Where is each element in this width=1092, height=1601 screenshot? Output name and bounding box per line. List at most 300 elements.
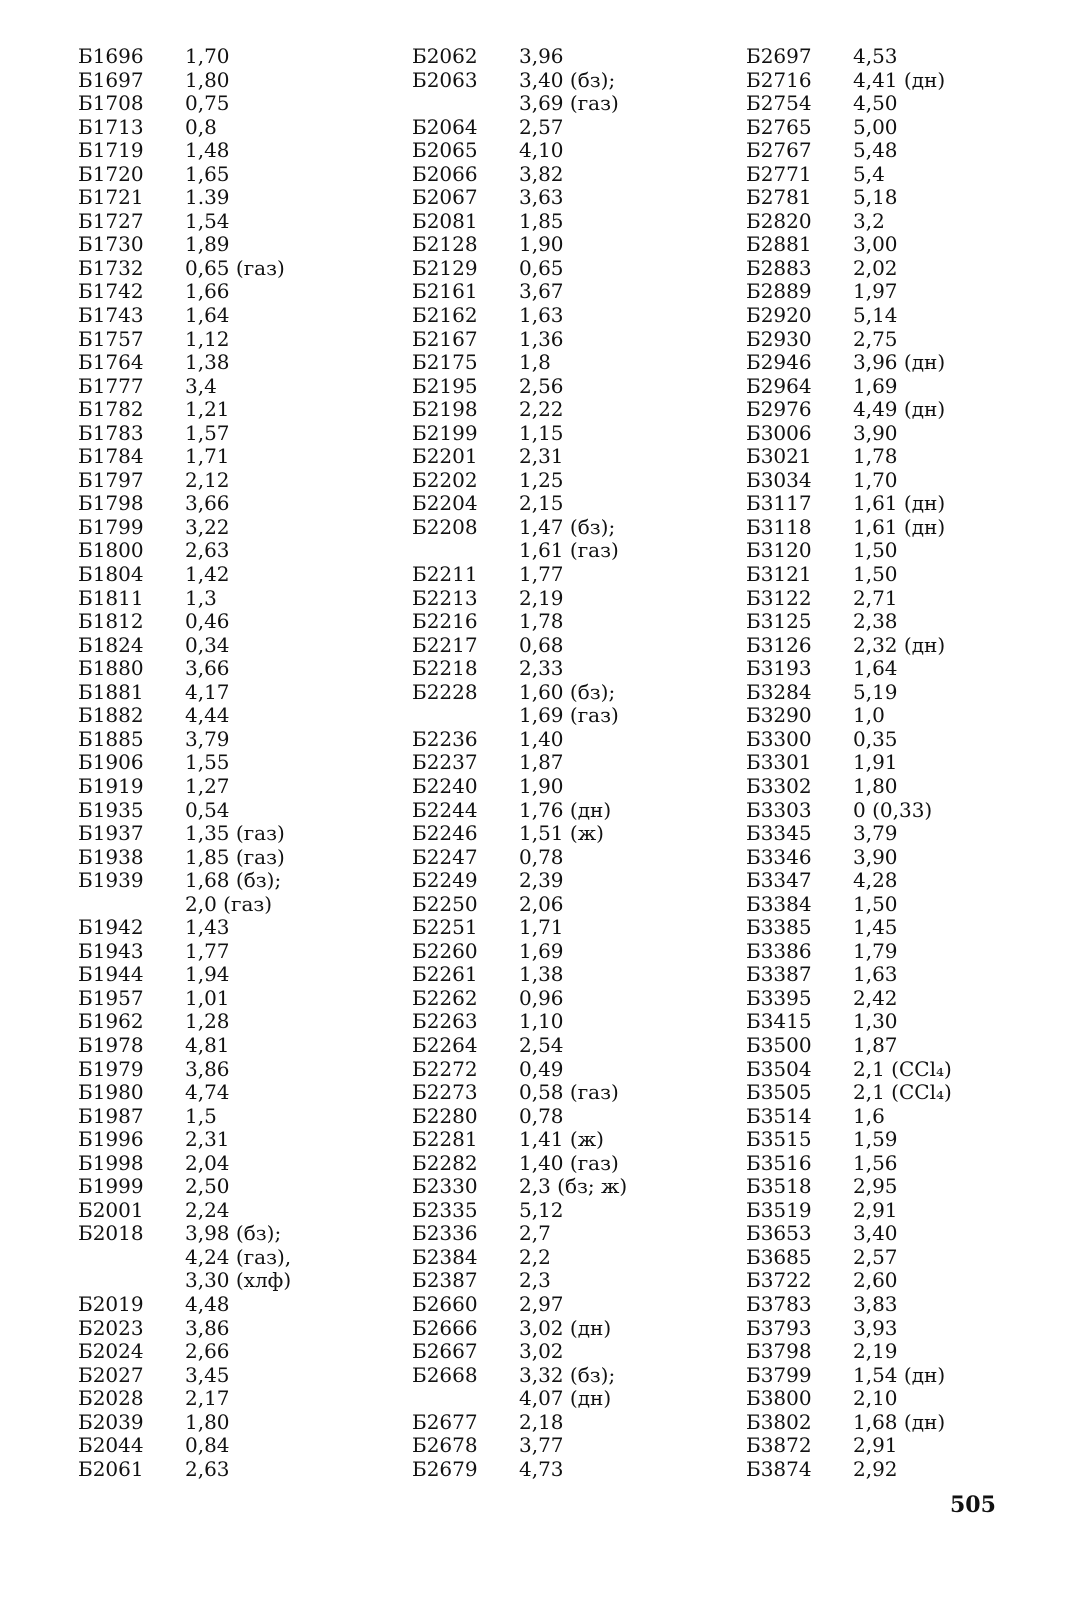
table-row <box>78 304 398 328</box>
dipole-value: 2,19 <box>853 1339 898 1364</box>
dipole-value: 1,27 <box>185 773 230 798</box>
compound-code: Б3395 <box>746 985 812 1010</box>
compound-code: Б1727 <box>78 208 144 233</box>
table-row <box>746 210 1066 234</box>
table-row <box>412 1222 732 1246</box>
compound-code: Б3516 <box>746 1150 812 1175</box>
compound-code: Б2161 <box>412 279 478 304</box>
table-row <box>412 634 732 658</box>
table-row <box>746 1364 1066 1388</box>
dipole-value: 0,78 <box>519 844 564 869</box>
dipole-value: 3,90 <box>853 844 898 869</box>
table-row <box>78 92 398 116</box>
dipole-value: 1,56 <box>853 1150 898 1175</box>
compound-code: Б2765 <box>746 114 812 139</box>
table-row <box>78 634 398 658</box>
dipole-value: 1,51 (ж) <box>519 821 604 846</box>
compound-code: Б2018 <box>78 1221 144 1246</box>
compound-code: Б3685 <box>746 1244 812 1269</box>
compound-code: Б2208 <box>412 514 478 539</box>
dipole-value: 1,70 <box>185 44 230 68</box>
dipole-value: 3,2 <box>853 208 885 233</box>
table-row <box>78 375 398 399</box>
compound-code: Б1943 <box>78 938 144 963</box>
dipole-value: 1,50 <box>853 891 898 916</box>
compound-code: Б1721 <box>78 185 144 210</box>
compound-code: Б2044 <box>78 1433 144 1458</box>
table-row <box>78 1010 398 1034</box>
dipole-value: 2,63 <box>185 1456 230 1481</box>
dipole-value: 0,58 (газ) <box>519 1080 619 1105</box>
compound-code: Б1742 <box>78 279 144 304</box>
table-row <box>746 351 1066 375</box>
dipole-value: 4,53 <box>853 44 898 68</box>
compound-code: Б2272 <box>412 1056 478 1081</box>
table-row <box>412 492 732 516</box>
compound-code: Б2946 <box>746 350 812 375</box>
dipole-value: 2,02 <box>853 255 898 280</box>
compound-code: Б2976 <box>746 397 812 422</box>
dipole-value: 1,66 <box>185 279 230 304</box>
table-row <box>412 516 732 540</box>
table-row <box>78 799 398 823</box>
compound-code: Б3722 <box>746 1268 812 1293</box>
table-row <box>412 445 732 469</box>
dipole-value: 1,30 <box>853 1009 898 1034</box>
compound-code: Б3386 <box>746 938 812 963</box>
compound-code: Б1812 <box>78 609 144 634</box>
table-row <box>412 1434 732 1458</box>
table-row <box>746 893 1066 917</box>
table-row <box>412 1458 732 1482</box>
table-row <box>412 657 732 681</box>
table-row <box>746 916 1066 940</box>
table-row <box>412 987 732 1011</box>
dipole-value: 3,79 <box>185 726 230 751</box>
compound-code: Б3387 <box>746 962 812 987</box>
table-row <box>746 139 1066 163</box>
table-row <box>412 422 732 446</box>
compound-code <box>78 1246 185 1270</box>
compound-code: Б3290 <box>746 703 812 728</box>
table-row <box>78 1105 398 1129</box>
compound-code: Б2218 <box>412 656 478 681</box>
table-row <box>78 587 398 611</box>
table-row <box>746 1340 1066 1364</box>
table-row <box>746 1411 1066 1435</box>
compound-code: Б2199 <box>412 420 478 445</box>
table-row <box>412 799 732 823</box>
dipole-value: 1,61 (дн) <box>853 514 946 539</box>
table-row <box>78 280 398 304</box>
dipole-value: 3,22 <box>185 514 230 539</box>
table-row <box>412 751 732 775</box>
compound-code: Б3120 <box>746 538 812 563</box>
compound-code: Б1764 <box>78 350 144 375</box>
compound-code: Б1798 <box>78 491 144 516</box>
compound-code: Б1880 <box>78 656 144 681</box>
table-row <box>412 304 732 328</box>
dipole-value: 4,44 <box>185 703 230 728</box>
table-row <box>412 1175 732 1199</box>
table-row <box>746 163 1066 187</box>
compound-code: Б1939 <box>78 868 144 893</box>
table-row <box>412 940 732 964</box>
dipole-value: 3,32 (бз); <box>519 1362 616 1387</box>
table-row <box>78 1411 398 1435</box>
dipole-value: 2,57 <box>519 114 564 139</box>
table-row <box>412 846 732 870</box>
compound-code: Б2754 <box>746 91 812 116</box>
compound-code: Б3515 <box>746 1127 812 1152</box>
dipole-value: 3,66 <box>185 656 230 681</box>
dipole-value: 1,50 <box>853 562 898 587</box>
compound-code: Б2679 <box>412 1456 478 1481</box>
compound-code: Б2820 <box>746 208 812 233</box>
compound-code: Б1824 <box>78 632 144 657</box>
compound-code: Б2240 <box>412 773 478 798</box>
table-column-1 <box>78 45 398 1481</box>
dipole-value: 3,86 <box>185 1315 230 1340</box>
compound-code: Б2063 <box>412 67 478 92</box>
dipole-value: 5,19 <box>853 679 898 704</box>
table-row <box>78 1458 398 1482</box>
dipole-value: 2,42 <box>853 985 898 1010</box>
dipole-value: 4,50 <box>853 91 898 116</box>
compound-code: Б2330 <box>412 1174 478 1199</box>
table-row <box>412 681 732 705</box>
compound-code: Б1783 <box>78 420 144 445</box>
table-row <box>78 1340 398 1364</box>
table-row <box>746 1175 1066 1199</box>
dipole-value: 4,49 (дн) <box>853 397 946 422</box>
table-row <box>78 610 398 634</box>
compound-code: Б2065 <box>412 138 478 163</box>
table-row <box>412 1152 732 1176</box>
dipole-value: 2,50 <box>185 1174 230 1199</box>
dipole-value: 1,10 <box>519 1009 564 1034</box>
table-row <box>78 539 398 563</box>
dipole-value: 1,61 (дн) <box>853 491 946 516</box>
table-row <box>78 893 398 917</box>
compound-code: Б1998 <box>78 1150 144 1175</box>
table-row <box>412 351 732 375</box>
dipole-value: 1,55 <box>185 750 230 775</box>
compound-code: Б1938 <box>78 844 144 869</box>
dipole-value: 2,18 <box>519 1409 564 1434</box>
dipole-value: 1,87 <box>853 1032 898 1057</box>
compound-code: Б2336 <box>412 1221 478 1246</box>
dipole-value: 3,82 <box>519 161 564 186</box>
table-row <box>412 916 732 940</box>
dipole-value: 3,63 <box>519 185 564 210</box>
compound-code: Б2001 <box>78 1197 144 1222</box>
table-row <box>746 116 1066 140</box>
dipole-value: 1,71 <box>185 444 230 469</box>
dipole-value: 3,96 <box>519 44 564 68</box>
dipole-value: 0,68 <box>519 632 564 657</box>
compound-code: Б2335 <box>412 1197 478 1222</box>
compound-code: Б2889 <box>746 279 812 304</box>
dipole-value: 2,54 <box>519 1032 564 1057</box>
table-row <box>78 45 398 69</box>
dipole-value: 2,31 <box>185 1127 230 1152</box>
dipole-value: 3,30 (хлф) <box>185 1268 292 1293</box>
dipole-value: 1,47 (бз); <box>519 514 616 539</box>
dipole-value: 2,17 <box>185 1386 230 1411</box>
dipole-value: 2,24 <box>185 1197 230 1222</box>
compound-code: Б2236 <box>412 726 478 751</box>
dipole-value: 3,02 (дн) <box>519 1315 612 1340</box>
table-row <box>412 869 732 893</box>
dipole-value: 1,01 <box>185 985 230 1010</box>
table-row <box>78 1152 398 1176</box>
table-row <box>78 116 398 140</box>
dipole-value: 1,70 <box>853 467 898 492</box>
dipole-value: 4,48 <box>185 1291 230 1316</box>
dipole-value: 1,69 (газ) <box>519 703 619 728</box>
dipole-value: 4,17 <box>185 679 230 704</box>
table-row <box>78 1364 398 1388</box>
compound-code: Б3793 <box>746 1315 812 1340</box>
table-row <box>412 963 732 987</box>
dipole-value: 1,6 <box>853 1103 885 1128</box>
dipole-value: 2,12 <box>185 467 230 492</box>
compound-code: Б3798 <box>746 1339 812 1364</box>
compound-code: Б2668 <box>412 1362 478 1387</box>
compound-code: Б1697 <box>78 67 144 92</box>
compound-code: Б2883 <box>746 255 812 280</box>
compound-code: Б1757 <box>78 326 144 351</box>
compound-code: Б2228 <box>412 679 478 704</box>
compound-code: Б3006 <box>746 420 812 445</box>
table-row <box>78 704 398 728</box>
table-row <box>78 681 398 705</box>
compound-code: Б3122 <box>746 585 812 610</box>
dipole-value: 1,28 <box>185 1009 230 1034</box>
dipole-value: 2,71 <box>853 585 898 610</box>
dipole-value: 2,1 (CCl₄) <box>853 1080 952 1105</box>
dipole-value: 1,21 <box>185 397 230 422</box>
table-row <box>78 492 398 516</box>
compound-code: Б1799 <box>78 514 144 539</box>
dipole-value: 3,83 <box>853 1291 898 1316</box>
table-row <box>412 328 732 352</box>
table-row <box>746 233 1066 257</box>
dipole-value: 2,2 <box>519 1244 551 1269</box>
compound-code <box>412 539 519 563</box>
compound-code: Б2067 <box>412 185 478 210</box>
compound-code <box>78 1269 185 1293</box>
dipole-value: 2,22 <box>519 397 564 422</box>
table-row <box>78 422 398 446</box>
table-row <box>746 1387 1066 1411</box>
compound-code: Б3302 <box>746 773 812 798</box>
dipole-value: 1,57 <box>185 420 230 445</box>
table-row <box>412 704 732 728</box>
compound-code: Б2244 <box>412 797 478 822</box>
dipole-value: 2,1 (CCl₄) <box>853 1056 952 1081</box>
compound-code: Б2930 <box>746 326 812 351</box>
dipole-value: 1,89 <box>185 232 230 257</box>
table-row <box>746 657 1066 681</box>
dipole-value: 1,42 <box>185 562 230 587</box>
table-row <box>746 1105 1066 1129</box>
table-row <box>78 69 398 93</box>
table-row <box>78 186 398 210</box>
compound-code: Б3021 <box>746 444 812 469</box>
table-row <box>746 1293 1066 1317</box>
compound-code <box>412 1387 519 1411</box>
table-row <box>412 1269 732 1293</box>
compound-code: Б3300 <box>746 726 812 751</box>
compound-code: Б2039 <box>78 1409 144 1434</box>
compound-code: Б2019 <box>78 1291 144 1316</box>
table-row <box>746 1199 1066 1223</box>
dipole-value: 1,12 <box>185 326 230 351</box>
compound-code: Б3802 <box>746 1409 812 1434</box>
compound-code: Б1906 <box>78 750 144 775</box>
table-row <box>746 516 1066 540</box>
compound-code: Б1719 <box>78 138 144 163</box>
page-number: 505 <box>950 1492 996 1518</box>
table-row <box>412 1128 732 1152</box>
dipole-value: 1,15 <box>519 420 564 445</box>
compound-code: Б2387 <box>412 1268 478 1293</box>
dipole-value: 3,86 <box>185 1056 230 1081</box>
table-row <box>746 728 1066 752</box>
dipole-value: 1,63 <box>519 303 564 328</box>
table-row <box>746 328 1066 352</box>
table-row <box>78 869 398 893</box>
compound-code: Б1743 <box>78 303 144 328</box>
table-row <box>78 163 398 187</box>
dipole-value: 2,97 <box>519 1291 564 1316</box>
dipole-value: 2,66 <box>185 1339 230 1364</box>
compound-code <box>78 893 185 917</box>
table-row <box>78 1128 398 1152</box>
compound-code: Б2678 <box>412 1433 478 1458</box>
dipole-value: 1,76 (дн) <box>519 797 612 822</box>
table-row <box>78 1081 398 1105</box>
table-row <box>78 775 398 799</box>
compound-code: Б2204 <box>412 491 478 516</box>
table-row <box>746 751 1066 775</box>
compound-code: Б2162 <box>412 303 478 328</box>
table-row <box>412 728 732 752</box>
table-row <box>746 1034 1066 1058</box>
table-row <box>746 304 1066 328</box>
compound-code: Б3415 <box>746 1009 812 1034</box>
dipole-value: 0,49 <box>519 1056 564 1081</box>
compound-code: Б3125 <box>746 609 812 634</box>
dipole-value: 4,73 <box>519 1456 564 1481</box>
compound-code: Б1996 <box>78 1127 144 1152</box>
compound-code: Б2667 <box>412 1339 478 1364</box>
compound-code: Б2677 <box>412 1409 478 1434</box>
table-row <box>78 846 398 870</box>
table-row <box>746 1010 1066 1034</box>
dipole-value: 5,4 <box>853 161 885 186</box>
table-row <box>78 822 398 846</box>
dipole-value: 0,8 <box>185 114 217 139</box>
table-row <box>412 398 732 422</box>
dipole-value: 4,81 <box>185 1032 230 1057</box>
table-row <box>412 45 732 69</box>
compound-code: Б1720 <box>78 161 144 186</box>
compound-code: Б2062 <box>412 44 478 68</box>
compound-code: Б1800 <box>78 538 144 563</box>
dipole-value: 2,91 <box>853 1197 898 1222</box>
compound-code: Б2767 <box>746 138 812 163</box>
compound-code: Б1782 <box>78 397 144 422</box>
compound-code: Б1777 <box>78 373 144 398</box>
compound-code: Б1919 <box>78 773 144 798</box>
dipole-value: 2,92 <box>853 1456 898 1481</box>
table-row <box>746 539 1066 563</box>
dipole-value: 0,96 <box>519 985 564 1010</box>
dipole-value: 1,90 <box>519 232 564 257</box>
dipole-value: 1,80 <box>185 67 230 92</box>
dipole-value: 1,64 <box>185 303 230 328</box>
table-row <box>746 45 1066 69</box>
dipole-value: 1,68 (бз); <box>185 868 282 893</box>
dipole-value: 0,65 <box>519 255 564 280</box>
compound-code: Б2129 <box>412 255 478 280</box>
compound-code: Б2660 <box>412 1291 478 1316</box>
table-row <box>78 398 398 422</box>
dipole-value: 4,28 <box>853 868 898 893</box>
table-row <box>746 634 1066 658</box>
table-row <box>412 1340 732 1364</box>
compound-code: Б2262 <box>412 985 478 1010</box>
table-row <box>746 186 1066 210</box>
dipole-value: 1,63 <box>853 962 898 987</box>
table-row <box>746 775 1066 799</box>
table-row <box>746 681 1066 705</box>
compound-code: Б3872 <box>746 1433 812 1458</box>
table-row <box>412 539 732 563</box>
dipole-value: 3,69 (газ) <box>519 91 619 116</box>
compound-code: Б1881 <box>78 679 144 704</box>
compound-code: Б3500 <box>746 1032 812 1057</box>
table-row <box>746 1128 1066 1152</box>
dipole-value: 3,98 (бз); <box>185 1221 282 1246</box>
table-row <box>412 893 732 917</box>
dipole-value: 1,36 <box>519 326 564 351</box>
compound-code: Б1962 <box>78 1009 144 1034</box>
table-row <box>78 1434 398 1458</box>
compound-code: Б3385 <box>746 915 812 940</box>
compound-code: Б2281 <box>412 1127 478 1152</box>
table-row <box>746 587 1066 611</box>
compound-code: Б3118 <box>746 514 812 539</box>
dipole-value: 1,41 (ж) <box>519 1127 604 1152</box>
compound-code: Б2261 <box>412 962 478 987</box>
table-row <box>746 869 1066 893</box>
table-row <box>412 139 732 163</box>
dipole-value: 1,3 <box>185 585 217 610</box>
table-row <box>412 1105 732 1129</box>
dipole-value: 2,31 <box>519 444 564 469</box>
table-row <box>78 916 398 940</box>
dipole-value: 2,15 <box>519 491 564 516</box>
compound-code: Б1942 <box>78 915 144 940</box>
dipole-value: 2,95 <box>853 1174 898 1199</box>
dipole-value: 2,38 <box>853 609 898 634</box>
dipole-value: 1,8 <box>519 350 551 375</box>
dipole-value: 4,24 (газ), <box>185 1244 292 1269</box>
